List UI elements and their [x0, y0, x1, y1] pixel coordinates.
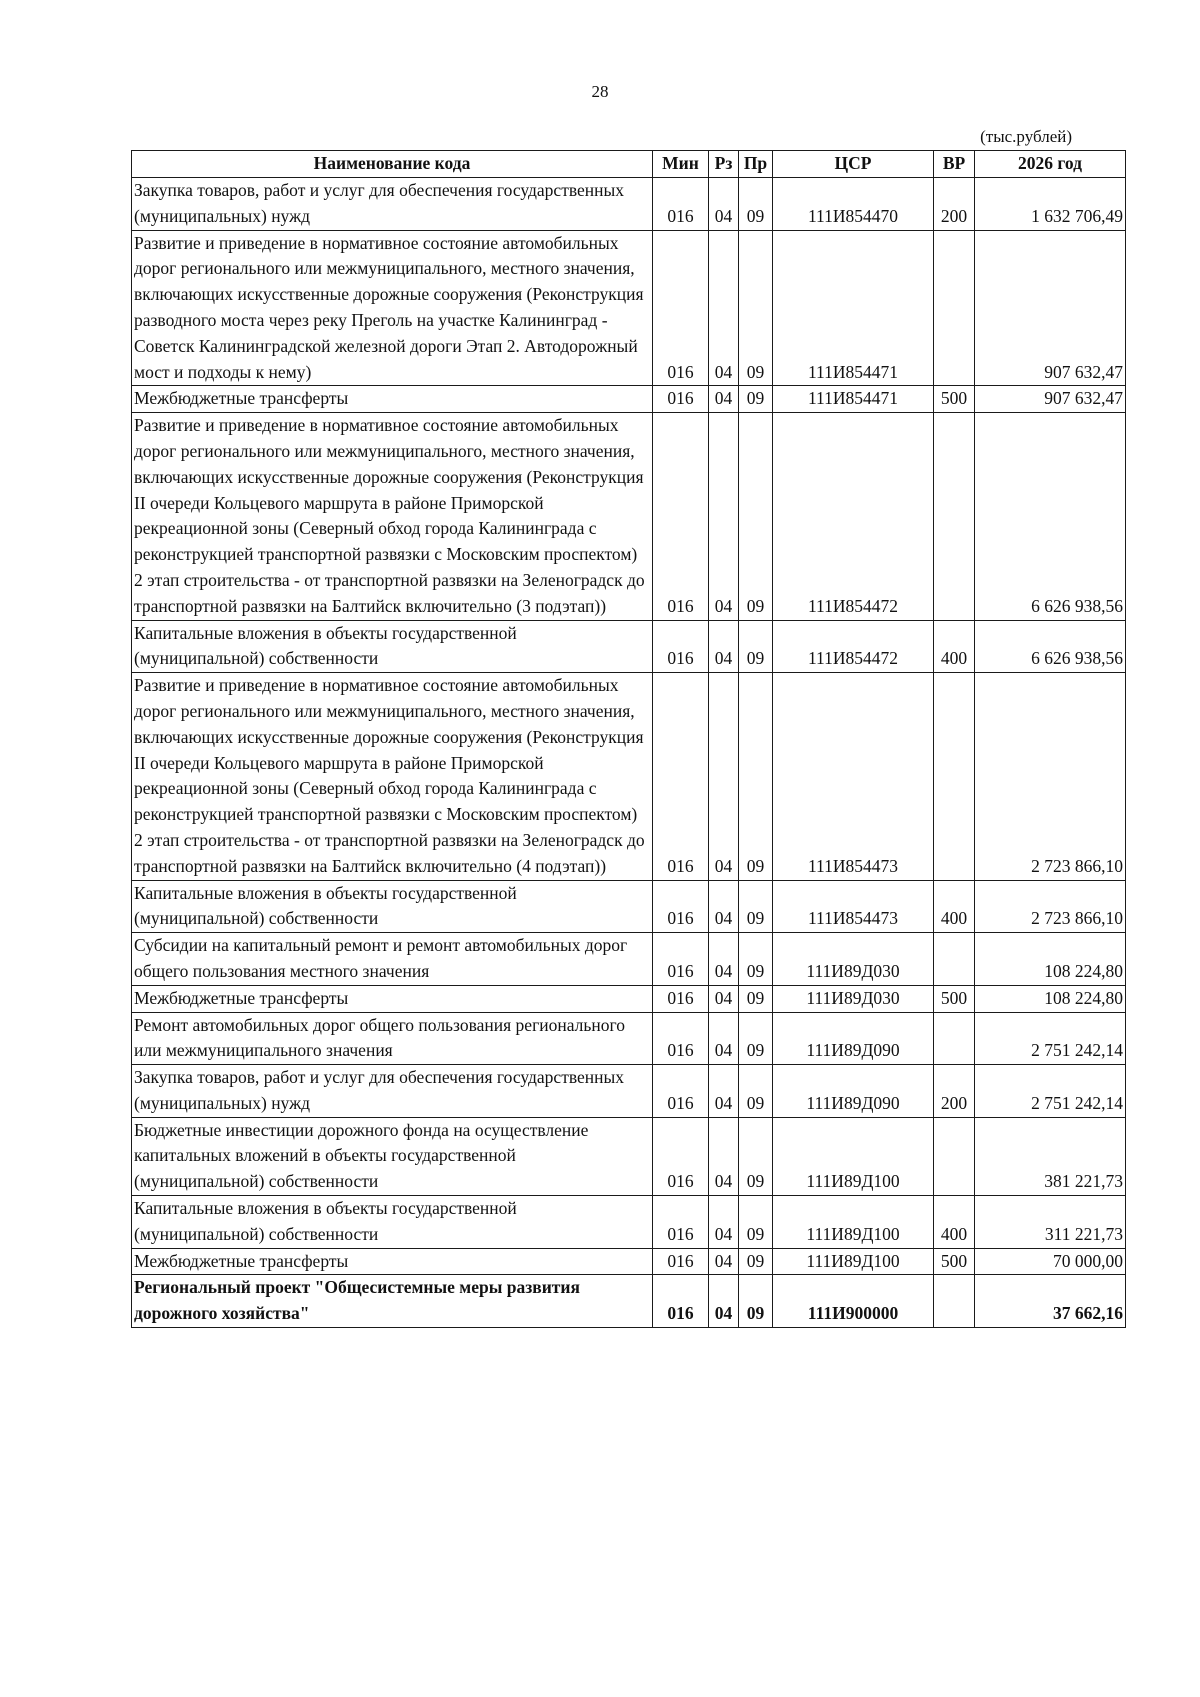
cell-min: 016 — [653, 620, 709, 673]
table-row — [132, 178, 1126, 231]
cell-min: 016 — [653, 386, 709, 413]
cell-amount: 2 751 242,14 — [975, 1012, 1126, 1065]
cell-amount: 108 224,80 — [975, 933, 1126, 986]
cell-csr: 111И89Д100 — [773, 1248, 934, 1275]
table-row — [132, 386, 1126, 413]
cell-min: 016 — [653, 413, 709, 620]
cell-vr — [934, 673, 975, 880]
cell-csr: 111И854471 — [773, 230, 934, 386]
cell-rz: 04 — [709, 386, 739, 413]
cell-pr: 09 — [739, 230, 773, 386]
cell-csr: 111И89Д090 — [773, 1012, 934, 1065]
cell-amount: 37 662,16 — [975, 1275, 1126, 1328]
cell-rz: 04 — [709, 1275, 739, 1328]
cell-pr: 09 — [739, 1196, 773, 1249]
cell-name: Развитие и приведение в нормативное состояние автомобильных дорог регионального или межмуниципального, местного значения, включающих искусственные дорожные сооружения (Реконструкция разводного моста через реку Преголь на участке Калининград - Советск Калининградской железной дороги Этап 2. Автодорожный мост и подходы к нему) — [132, 230, 653, 386]
cell-csr: 111И89Д090 — [773, 1065, 934, 1118]
table-row — [132, 1196, 1126, 1249]
cell-name: Капитальные вложения в объекты государственной (муниципальной) собственности — [132, 1196, 653, 1249]
cell-min: 016 — [653, 880, 709, 933]
cell-rz: 04 — [709, 1117, 739, 1195]
cell-csr: 111И854472 — [773, 620, 934, 673]
cell-rz: 04 — [709, 1065, 739, 1118]
header-min: Мин — [653, 151, 709, 178]
cell-pr: 09 — [739, 1275, 773, 1328]
table-row — [132, 985, 1126, 1012]
cell-pr: 09 — [739, 178, 773, 231]
header-year: 2026 год — [975, 151, 1126, 178]
cell-min: 016 — [653, 1248, 709, 1275]
cell-pr: 09 — [739, 880, 773, 933]
cell-amount: 2 723 866,10 — [975, 880, 1126, 933]
header-pr: Пр — [739, 151, 773, 178]
cell-amount: 311 221,73 — [975, 1196, 1126, 1249]
cell-rz: 04 — [709, 880, 739, 933]
cell-min: 016 — [653, 985, 709, 1012]
cell-min: 016 — [653, 673, 709, 880]
cell-min: 016 — [653, 1117, 709, 1195]
cell-amount: 2 751 242,14 — [975, 1065, 1126, 1118]
cell-pr: 09 — [739, 620, 773, 673]
table-row — [132, 1275, 1126, 1328]
cell-min: 016 — [653, 230, 709, 386]
cell-amount: 108 224,80 — [975, 985, 1126, 1012]
units-label: (тыс.рублей) — [980, 127, 1072, 146]
cell-vr — [934, 413, 975, 620]
cell-min: 016 — [653, 933, 709, 986]
cell-vr — [934, 1117, 975, 1195]
cell-csr: 111И854473 — [773, 880, 934, 933]
cell-csr: 111И89Д030 — [773, 933, 934, 986]
header-name: Наименование кода — [132, 151, 653, 178]
cell-amount: 70 000,00 — [975, 1248, 1126, 1275]
cell-vr — [934, 1275, 975, 1328]
page-number: 28 — [591, 82, 609, 101]
cell-rz: 04 — [709, 413, 739, 620]
cell-name: Закупка товаров, работ и услуг для обеспечения государственных (муниципальных) нужд — [132, 1065, 653, 1118]
table-row — [132, 1117, 1126, 1195]
cell-name: Межбюджетные трансферты — [132, 985, 653, 1012]
cell-min: 016 — [653, 178, 709, 231]
cell-min: 016 — [653, 1275, 709, 1328]
cell-name: Капитальные вложения в объекты государственной (муниципальной) собственности — [132, 620, 653, 673]
cell-name: Развитие и приведение в нормативное состояние автомобильных дорог регионального или межмуниципального, местного значения, включающих искусственные дорожные сооружения (Реконструкция II очереди Кольцевого маршрута в районе Приморской рекреационной зоны (Северный обход города Калининграда с реконструкцией транспортной развязки с Московским проспектом) 2 этап строительства - от транспортной развязки на Зеленоградск до транспортной развязки на Балтийск включительно (3 подэтап)) — [132, 413, 653, 620]
cell-csr: 111И854473 — [773, 673, 934, 880]
cell-vr: 400 — [934, 620, 975, 673]
cell-pr: 09 — [739, 413, 773, 620]
cell-vr: 400 — [934, 880, 975, 933]
cell-min: 016 — [653, 1065, 709, 1118]
table-row — [132, 413, 1126, 620]
cell-rz: 04 — [709, 673, 739, 880]
header-csr: ЦСР — [773, 151, 934, 178]
cell-amount: 907 632,47 — [975, 386, 1126, 413]
cell-rz: 04 — [709, 230, 739, 386]
cell-pr: 09 — [739, 1248, 773, 1275]
cell-vr: 200 — [934, 178, 975, 231]
cell-name: Региональный проект "Общесистемные меры развития дорожного хозяйства" — [132, 1275, 653, 1328]
cell-rz: 04 — [709, 1012, 739, 1065]
table-row — [132, 1012, 1126, 1065]
cell-csr: 111И89Д100 — [773, 1196, 934, 1249]
cell-rz: 04 — [709, 933, 739, 986]
cell-csr: 111И89Д030 — [773, 985, 934, 1012]
cell-pr: 09 — [739, 386, 773, 413]
cell-vr: 500 — [934, 985, 975, 1012]
cell-amount: 1 632 706,49 — [975, 178, 1126, 231]
cell-name: Межбюджетные трансферты — [132, 1248, 653, 1275]
table-row — [132, 933, 1126, 986]
table-row — [132, 673, 1126, 880]
cell-vr: 200 — [934, 1065, 975, 1118]
cell-vr: 500 — [934, 1248, 975, 1275]
cell-min: 016 — [653, 1012, 709, 1065]
table-row — [132, 880, 1126, 933]
cell-vr — [934, 933, 975, 986]
cell-csr: 111И854471 — [773, 386, 934, 413]
cell-pr: 09 — [739, 673, 773, 880]
header-rz: Рз — [709, 151, 739, 178]
table-row — [132, 1065, 1126, 1118]
cell-amount: 6 626 938,56 — [975, 413, 1126, 620]
cell-csr: 111И854472 — [773, 413, 934, 620]
cell-vr: 400 — [934, 1196, 975, 1249]
cell-vr: 500 — [934, 386, 975, 413]
cell-name: Межбюджетные трансферты — [132, 386, 653, 413]
cell-rz: 04 — [709, 985, 739, 1012]
cell-vr — [934, 230, 975, 386]
cell-amount: 2 723 866,10 — [975, 673, 1126, 880]
table-header-row — [132, 151, 1126, 178]
cell-csr: 111И900000 — [773, 1275, 934, 1328]
cell-pr: 09 — [739, 1012, 773, 1065]
budget-table — [131, 150, 1126, 1328]
table-row — [132, 1248, 1126, 1275]
cell-pr: 09 — [739, 1117, 773, 1195]
cell-amount: 907 632,47 — [975, 230, 1126, 386]
cell-name: Капитальные вложения в объекты государственной (муниципальной) собственности — [132, 880, 653, 933]
cell-amount: 381 221,73 — [975, 1117, 1126, 1195]
cell-rz: 04 — [709, 620, 739, 673]
cell-pr: 09 — [739, 933, 773, 986]
cell-name: Субсидии на капитальный ремонт и ремонт автомобильных дорог общего пользования местного значения — [132, 933, 653, 986]
cell-rz: 04 — [709, 1196, 739, 1249]
table-row — [132, 620, 1126, 673]
cell-csr: 111И854470 — [773, 178, 934, 231]
cell-name: Бюджетные инвестиции дорожного фонда на осуществление капитальных вложений в объекты государственной (муниципальной) собственности — [132, 1117, 653, 1195]
cell-csr: 111И89Д100 — [773, 1117, 934, 1195]
cell-name: Закупка товаров, работ и услуг для обеспечения государственных (муниципальных) нужд — [132, 178, 653, 231]
cell-name: Развитие и приведение в нормативное состояние автомобильных дорог регионального или межмуниципального, местного значения, включающих искусственные дорожные сооружения (Реконструкция II очереди Кольцевого маршрута в районе Приморской рекреационной зоны (Северный обход города Калининграда с реконструкцией транспортной развязки с Московским проспектом) 2 этап строительства - от транспортной развязки на Зеленоградск до транспортной развязки на Балтийск включительно (4 подэтап)) — [132, 673, 653, 880]
header-vr: ВР — [934, 151, 975, 178]
cell-rz: 04 — [709, 1248, 739, 1275]
cell-min: 016 — [653, 1196, 709, 1249]
table-body — [132, 178, 1126, 1328]
cell-rz: 04 — [709, 178, 739, 231]
cell-name: Ремонт автомобильных дорог общего пользования регионального или межмуниципального значения — [132, 1012, 653, 1065]
cell-pr: 09 — [739, 985, 773, 1012]
table-row — [132, 230, 1126, 386]
cell-amount: 6 626 938,56 — [975, 620, 1126, 673]
cell-vr — [934, 1012, 975, 1065]
cell-pr: 09 — [739, 1065, 773, 1118]
